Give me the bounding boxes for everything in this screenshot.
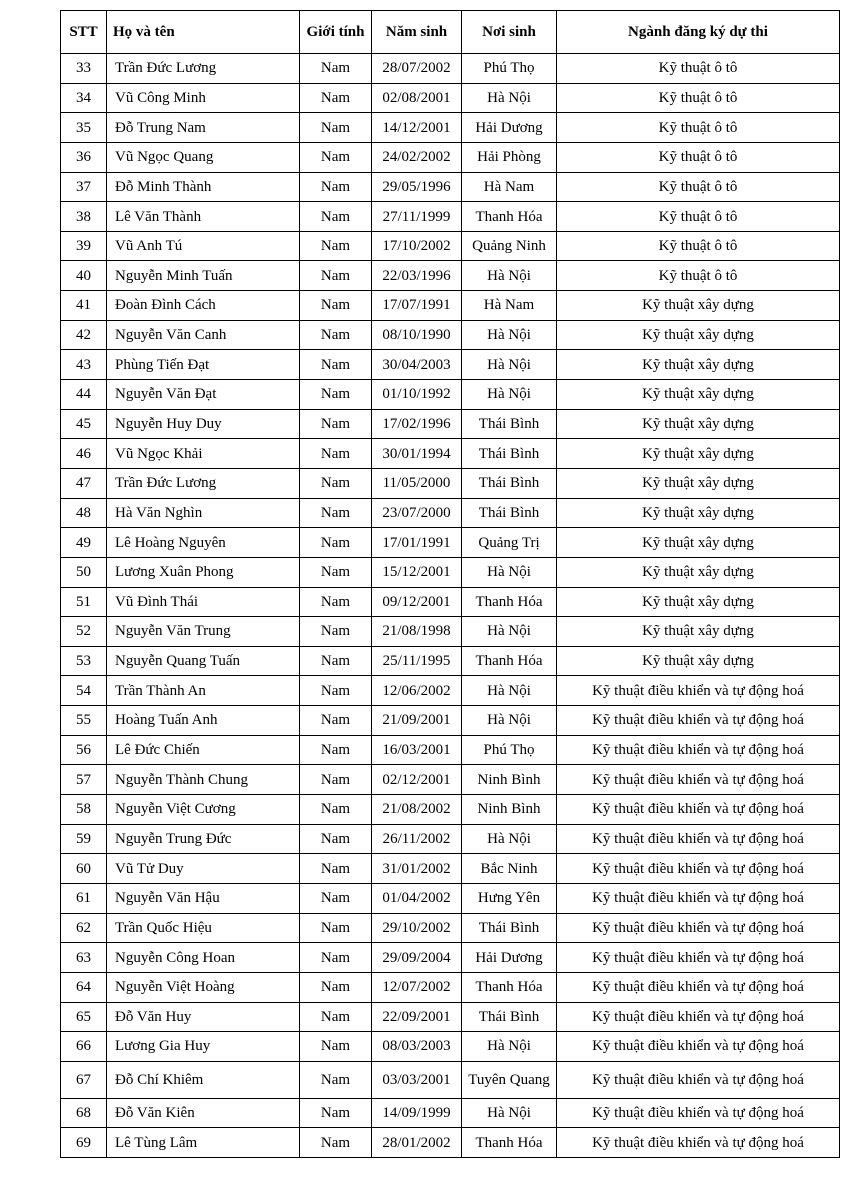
cell-gender: Nam bbox=[300, 172, 372, 202]
cell-dob: 28/01/2002 bbox=[372, 1128, 462, 1158]
cell-stt: 42 bbox=[61, 320, 107, 350]
table-row bbox=[61, 972, 840, 1002]
table-row bbox=[61, 943, 840, 973]
cell-gender: Nam bbox=[300, 854, 372, 884]
table-row bbox=[61, 113, 840, 143]
cell-place: Hà Nội bbox=[462, 1032, 557, 1062]
header-stt: STT bbox=[61, 11, 107, 54]
cell-dob: 14/12/2001 bbox=[372, 113, 462, 143]
cell-gender: Nam bbox=[300, 943, 372, 973]
cell-name: Lương Xuân Phong bbox=[107, 557, 300, 587]
cell-dob: 01/04/2002 bbox=[372, 883, 462, 913]
cell-major: Kỹ thuật xây dựng bbox=[557, 409, 840, 439]
cell-dob: 09/12/2001 bbox=[372, 587, 462, 617]
cell-major: Kỹ thuật xây dựng bbox=[557, 439, 840, 469]
table-row bbox=[61, 913, 840, 943]
cell-place: Quảng Ninh bbox=[462, 231, 557, 261]
cell-dob: 12/07/2002 bbox=[372, 972, 462, 1002]
cell-name: Trần Đức Lương bbox=[107, 468, 300, 498]
cell-stt: 54 bbox=[61, 676, 107, 706]
cell-dob: 22/03/1996 bbox=[372, 261, 462, 291]
cell-stt: 44 bbox=[61, 380, 107, 410]
table-body bbox=[61, 54, 840, 1158]
cell-major: Kỹ thuật xây dựng bbox=[557, 646, 840, 676]
cell-name: Đỗ Trung Nam bbox=[107, 113, 300, 143]
cell-stt: 53 bbox=[61, 646, 107, 676]
cell-major: Kỹ thuật xây dựng bbox=[557, 617, 840, 647]
cell-major: Kỹ thuật điều khiển và tự động hoá bbox=[557, 913, 840, 943]
cell-name: Vũ Tử Duy bbox=[107, 854, 300, 884]
cell-place: Hải Dương bbox=[462, 113, 557, 143]
cell-dob: 17/02/1996 bbox=[372, 409, 462, 439]
cell-place: Thanh Hóa bbox=[462, 972, 557, 1002]
header-name: Họ và tên bbox=[107, 11, 300, 54]
cell-dob: 11/05/2000 bbox=[372, 468, 462, 498]
cell-name: Đỗ Văn Kiên bbox=[107, 1098, 300, 1128]
cell-name: Đỗ Minh Thành bbox=[107, 172, 300, 202]
cell-name: Vũ Anh Tú bbox=[107, 231, 300, 261]
cell-place: Hà Nam bbox=[462, 172, 557, 202]
cell-dob: 29/09/2004 bbox=[372, 943, 462, 973]
cell-place: Ninh Bình bbox=[462, 795, 557, 825]
table-row bbox=[61, 320, 840, 350]
cell-major: Kỹ thuật ô tô bbox=[557, 231, 840, 261]
table-row bbox=[61, 498, 840, 528]
cell-gender: Nam bbox=[300, 439, 372, 469]
cell-name: Nguyễn Công Hoan bbox=[107, 943, 300, 973]
cell-major: Kỹ thuật ô tô bbox=[557, 172, 840, 202]
cell-gender: Nam bbox=[300, 1002, 372, 1032]
header-gender: Giới tính bbox=[300, 11, 372, 54]
cell-name: Nguyễn Văn Canh bbox=[107, 320, 300, 350]
cell-major: Kỹ thuật điều khiển và tự động hoá bbox=[557, 706, 840, 736]
cell-place: Thanh Hóa bbox=[462, 646, 557, 676]
cell-stt: 60 bbox=[61, 854, 107, 884]
cell-gender: Nam bbox=[300, 587, 372, 617]
cell-major: Kỹ thuật xây dựng bbox=[557, 498, 840, 528]
table-row bbox=[61, 350, 840, 380]
table-row bbox=[61, 261, 840, 291]
table-row bbox=[61, 172, 840, 202]
cell-gender: Nam bbox=[300, 972, 372, 1002]
table-header bbox=[61, 11, 840, 54]
cell-gender: Nam bbox=[300, 557, 372, 587]
cell-place: Thái Bình bbox=[462, 498, 557, 528]
table-row bbox=[61, 883, 840, 913]
cell-place: Bắc Ninh bbox=[462, 854, 557, 884]
cell-stt: 34 bbox=[61, 83, 107, 113]
cell-gender: Nam bbox=[300, 1061, 372, 1098]
cell-name: Vũ Đình Thái bbox=[107, 587, 300, 617]
cell-place: Hà Nội bbox=[462, 83, 557, 113]
cell-major: Kỹ thuật ô tô bbox=[557, 261, 840, 291]
cell-place: Hà Nội bbox=[462, 380, 557, 410]
cell-major: Kỹ thuật điều khiển và tự động hoá bbox=[557, 1128, 840, 1158]
cell-name: Đỗ Chí Khiêm bbox=[107, 1061, 300, 1098]
cell-name: Nguyễn Thành Chung bbox=[107, 765, 300, 795]
cell-name: Vũ Ngọc Quang bbox=[107, 142, 300, 172]
cell-stt: 61 bbox=[61, 883, 107, 913]
cell-gender: Nam bbox=[300, 113, 372, 143]
cell-major: Kỹ thuật ô tô bbox=[557, 142, 840, 172]
table-row bbox=[61, 765, 840, 795]
cell-place: Phú Thọ bbox=[462, 54, 557, 84]
cell-name: Nguyễn Trung Đức bbox=[107, 824, 300, 854]
cell-gender: Nam bbox=[300, 409, 372, 439]
cell-major: Kỹ thuật ô tô bbox=[557, 54, 840, 84]
cell-place: Thái Bình bbox=[462, 1002, 557, 1032]
table-row bbox=[61, 587, 840, 617]
cell-stt: 41 bbox=[61, 291, 107, 321]
cell-name: Hoàng Tuấn Anh bbox=[107, 706, 300, 736]
cell-dob: 02/12/2001 bbox=[372, 765, 462, 795]
table-row bbox=[61, 617, 840, 647]
cell-gender: Nam bbox=[300, 83, 372, 113]
cell-gender: Nam bbox=[300, 646, 372, 676]
cell-stt: 69 bbox=[61, 1128, 107, 1158]
cell-stt: 35 bbox=[61, 113, 107, 143]
cell-dob: 08/03/2003 bbox=[372, 1032, 462, 1062]
cell-place: Hà Nội bbox=[462, 676, 557, 706]
table-row bbox=[61, 54, 840, 84]
cell-dob: 17/10/2002 bbox=[372, 231, 462, 261]
table-row bbox=[61, 676, 840, 706]
cell-gender: Nam bbox=[300, 1128, 372, 1158]
cell-dob: 08/10/1990 bbox=[372, 320, 462, 350]
cell-stt: 56 bbox=[61, 735, 107, 765]
cell-gender: Nam bbox=[300, 676, 372, 706]
cell-place: Tuyên Quang bbox=[462, 1061, 557, 1098]
table-row bbox=[61, 1032, 840, 1062]
cell-place: Thái Bình bbox=[462, 439, 557, 469]
cell-major: Kỹ thuật xây dựng bbox=[557, 320, 840, 350]
cell-dob: 14/09/1999 bbox=[372, 1098, 462, 1128]
cell-name: Hà Văn Nghìn bbox=[107, 498, 300, 528]
cell-dob: 21/09/2001 bbox=[372, 706, 462, 736]
cell-name: Trần Đức Lương bbox=[107, 54, 300, 84]
cell-major: Kỹ thuật xây dựng bbox=[557, 380, 840, 410]
cell-name: Lê Văn Thành bbox=[107, 202, 300, 232]
cell-stt: 43 bbox=[61, 350, 107, 380]
cell-gender: Nam bbox=[300, 883, 372, 913]
table-row bbox=[61, 202, 840, 232]
cell-major: Kỹ thuật ô tô bbox=[557, 202, 840, 232]
cell-stt: 67 bbox=[61, 1061, 107, 1098]
cell-place: Thanh Hóa bbox=[462, 202, 557, 232]
table-row bbox=[61, 735, 840, 765]
cell-name: Vũ Ngọc Khải bbox=[107, 439, 300, 469]
cell-place: Ninh Bình bbox=[462, 765, 557, 795]
cell-dob: 12/06/2002 bbox=[372, 676, 462, 706]
cell-gender: Nam bbox=[300, 320, 372, 350]
table-row bbox=[61, 291, 840, 321]
cell-stt: 33 bbox=[61, 54, 107, 84]
cell-place: Hà Nội bbox=[462, 350, 557, 380]
cell-dob: 02/08/2001 bbox=[372, 83, 462, 113]
cell-dob: 27/11/1999 bbox=[372, 202, 462, 232]
cell-stt: 62 bbox=[61, 913, 107, 943]
cell-stt: 65 bbox=[61, 1002, 107, 1032]
cell-place: Hà Nội bbox=[462, 706, 557, 736]
cell-place: Hà Nội bbox=[462, 824, 557, 854]
table-row bbox=[61, 854, 840, 884]
cell-gender: Nam bbox=[300, 468, 372, 498]
cell-major: Kỹ thuật điều khiển và tự động hoá bbox=[557, 1032, 840, 1062]
cell-place: Thái Bình bbox=[462, 409, 557, 439]
cell-place: Hà Nội bbox=[462, 1098, 557, 1128]
cell-dob: 26/11/2002 bbox=[372, 824, 462, 854]
table-row bbox=[61, 646, 840, 676]
cell-dob: 23/07/2000 bbox=[372, 498, 462, 528]
cell-dob: 22/09/2001 bbox=[372, 1002, 462, 1032]
table-row bbox=[61, 83, 840, 113]
table-row bbox=[61, 824, 840, 854]
cell-name: Trần Thành An bbox=[107, 676, 300, 706]
cell-stt: 51 bbox=[61, 587, 107, 617]
cell-major: Kỹ thuật xây dựng bbox=[557, 587, 840, 617]
cell-name: Nguyễn Minh Tuấn bbox=[107, 261, 300, 291]
cell-major: Kỹ thuật điều khiển và tự động hoá bbox=[557, 972, 840, 1002]
table-row bbox=[61, 409, 840, 439]
cell-dob: 21/08/2002 bbox=[372, 795, 462, 825]
cell-name: Lê Tùng Lâm bbox=[107, 1128, 300, 1158]
cell-dob: 30/01/1994 bbox=[372, 439, 462, 469]
cell-gender: Nam bbox=[300, 202, 372, 232]
cell-name: Nguyễn Việt Hoàng bbox=[107, 972, 300, 1002]
cell-stt: 45 bbox=[61, 409, 107, 439]
cell-major: Kỹ thuật điều khiển và tự động hoá bbox=[557, 824, 840, 854]
cell-stt: 55 bbox=[61, 706, 107, 736]
cell-name: Đỗ Văn Huy bbox=[107, 1002, 300, 1032]
cell-place: Hải Dương bbox=[462, 943, 557, 973]
cell-stt: 68 bbox=[61, 1098, 107, 1128]
cell-dob: 29/05/1996 bbox=[372, 172, 462, 202]
header-row bbox=[61, 11, 840, 54]
cell-gender: Nam bbox=[300, 765, 372, 795]
cell-gender: Nam bbox=[300, 261, 372, 291]
cell-name: Lê Hoàng Nguyên bbox=[107, 528, 300, 558]
cell-place: Hà Nam bbox=[462, 291, 557, 321]
cell-gender: Nam bbox=[300, 795, 372, 825]
cell-dob: 16/03/2001 bbox=[372, 735, 462, 765]
cell-gender: Nam bbox=[300, 231, 372, 261]
cell-name: Phùng Tiến Đạt bbox=[107, 350, 300, 380]
cell-major: Kỹ thuật xây dựng bbox=[557, 528, 840, 558]
cell-major: Kỹ thuật điều khiển và tự động hoá bbox=[557, 795, 840, 825]
cell-name: Vũ Công Minh bbox=[107, 83, 300, 113]
cell-gender: Nam bbox=[300, 824, 372, 854]
cell-place: Hải Phòng bbox=[462, 142, 557, 172]
cell-gender: Nam bbox=[300, 1032, 372, 1062]
cell-gender: Nam bbox=[300, 380, 372, 410]
cell-stt: 50 bbox=[61, 557, 107, 587]
cell-dob: 15/12/2001 bbox=[372, 557, 462, 587]
cell-gender: Nam bbox=[300, 706, 372, 736]
cell-place: Thái Bình bbox=[462, 468, 557, 498]
cell-stt: 46 bbox=[61, 439, 107, 469]
cell-name: Đoàn Đình Cách bbox=[107, 291, 300, 321]
table-row bbox=[61, 380, 840, 410]
cell-dob: 03/03/2001 bbox=[372, 1061, 462, 1098]
table-row bbox=[61, 468, 840, 498]
cell-gender: Nam bbox=[300, 1098, 372, 1128]
cell-gender: Nam bbox=[300, 528, 372, 558]
cell-major: Kỹ thuật xây dựng bbox=[557, 557, 840, 587]
cell-major: Kỹ thuật điều khiển và tự động hoá bbox=[557, 1002, 840, 1032]
cell-place: Hà Nội bbox=[462, 557, 557, 587]
cell-name: Nguyễn Văn Đạt bbox=[107, 380, 300, 410]
cell-gender: Nam bbox=[300, 498, 372, 528]
cell-gender: Nam bbox=[300, 350, 372, 380]
table-row bbox=[61, 231, 840, 261]
table-row bbox=[61, 1098, 840, 1128]
cell-major: Kỹ thuật ô tô bbox=[557, 83, 840, 113]
header-place: Nơi sinh bbox=[462, 11, 557, 54]
cell-stt: 63 bbox=[61, 943, 107, 973]
cell-place: Quảng Trị bbox=[462, 528, 557, 558]
cell-name: Nguyễn Văn Hậu bbox=[107, 883, 300, 913]
cell-dob: 01/10/1992 bbox=[372, 380, 462, 410]
candidate-table bbox=[60, 10, 840, 1158]
cell-name: Nguyễn Văn Trung bbox=[107, 617, 300, 647]
cell-major: Kỹ thuật xây dựng bbox=[557, 468, 840, 498]
cell-name: Nguyễn Việt Cương bbox=[107, 795, 300, 825]
cell-place: Hưng Yên bbox=[462, 883, 557, 913]
cell-major: Kỹ thuật điều khiển và tự động hoá bbox=[557, 854, 840, 884]
cell-dob: 30/04/2003 bbox=[372, 350, 462, 380]
table-row bbox=[61, 142, 840, 172]
cell-dob: 28/07/2002 bbox=[372, 54, 462, 84]
cell-place: Thanh Hóa bbox=[462, 587, 557, 617]
cell-major: Kỹ thuật ô tô bbox=[557, 113, 840, 143]
cell-stt: 49 bbox=[61, 528, 107, 558]
cell-name: Nguyễn Quang Tuấn bbox=[107, 646, 300, 676]
cell-place: Phú Thọ bbox=[462, 735, 557, 765]
table-row bbox=[61, 706, 840, 736]
cell-gender: Nam bbox=[300, 142, 372, 172]
cell-name: Trần Quốc Hiệu bbox=[107, 913, 300, 943]
cell-major: Kỹ thuật điều khiển và tự động hoá bbox=[557, 676, 840, 706]
table-row bbox=[61, 439, 840, 469]
cell-gender: Nam bbox=[300, 291, 372, 321]
cell-dob: 17/07/1991 bbox=[372, 291, 462, 321]
table-row bbox=[61, 795, 840, 825]
cell-stt: 48 bbox=[61, 498, 107, 528]
cell-stt: 40 bbox=[61, 261, 107, 291]
cell-stt: 59 bbox=[61, 824, 107, 854]
cell-stt: 58 bbox=[61, 795, 107, 825]
cell-dob: 21/08/1998 bbox=[372, 617, 462, 647]
cell-dob: 25/11/1995 bbox=[372, 646, 462, 676]
cell-stt: 38 bbox=[61, 202, 107, 232]
cell-dob: 24/02/2002 bbox=[372, 142, 462, 172]
cell-dob: 29/10/2002 bbox=[372, 913, 462, 943]
cell-place: Thái Bình bbox=[462, 913, 557, 943]
cell-name: Nguyễn Huy Duy bbox=[107, 409, 300, 439]
cell-place: Thanh Hóa bbox=[462, 1128, 557, 1158]
table-row bbox=[61, 528, 840, 558]
cell-stt: 66 bbox=[61, 1032, 107, 1062]
cell-stt: 37 bbox=[61, 172, 107, 202]
cell-stt: 52 bbox=[61, 617, 107, 647]
cell-stt: 39 bbox=[61, 231, 107, 261]
cell-dob: 17/01/1991 bbox=[372, 528, 462, 558]
cell-major: Kỹ thuật điều khiển và tự động hoá bbox=[557, 735, 840, 765]
cell-gender: Nam bbox=[300, 617, 372, 647]
cell-major: Kỹ thuật điều khiển và tự động hoá bbox=[557, 1061, 840, 1098]
cell-major: Kỹ thuật điều khiển và tự động hoá bbox=[557, 765, 840, 795]
header-dob: Năm sinh bbox=[372, 11, 462, 54]
cell-major: Kỹ thuật xây dựng bbox=[557, 291, 840, 321]
cell-stt: 47 bbox=[61, 468, 107, 498]
cell-name: Lê Đức Chiến bbox=[107, 735, 300, 765]
cell-place: Hà Nội bbox=[462, 617, 557, 647]
table-row bbox=[61, 1002, 840, 1032]
table-row bbox=[61, 1061, 840, 1098]
cell-name: Lương Gia Huy bbox=[107, 1032, 300, 1062]
cell-major: Kỹ thuật điều khiển và tự động hoá bbox=[557, 943, 840, 973]
cell-stt: 57 bbox=[61, 765, 107, 795]
cell-stt: 36 bbox=[61, 142, 107, 172]
cell-place: Hà Nội bbox=[462, 261, 557, 291]
cell-stt: 64 bbox=[61, 972, 107, 1002]
cell-gender: Nam bbox=[300, 913, 372, 943]
cell-place: Hà Nội bbox=[462, 320, 557, 350]
cell-major: Kỹ thuật xây dựng bbox=[557, 350, 840, 380]
table-row bbox=[61, 1128, 840, 1158]
cell-dob: 31/01/2002 bbox=[372, 854, 462, 884]
header-major: Ngành đăng ký dự thi bbox=[557, 11, 840, 54]
cell-gender: Nam bbox=[300, 735, 372, 765]
table-row bbox=[61, 557, 840, 587]
cell-gender: Nam bbox=[300, 54, 372, 84]
cell-major: Kỹ thuật điều khiển và tự động hoá bbox=[557, 883, 840, 913]
cell-major: Kỹ thuật điều khiển và tự động hoá bbox=[557, 1098, 840, 1128]
